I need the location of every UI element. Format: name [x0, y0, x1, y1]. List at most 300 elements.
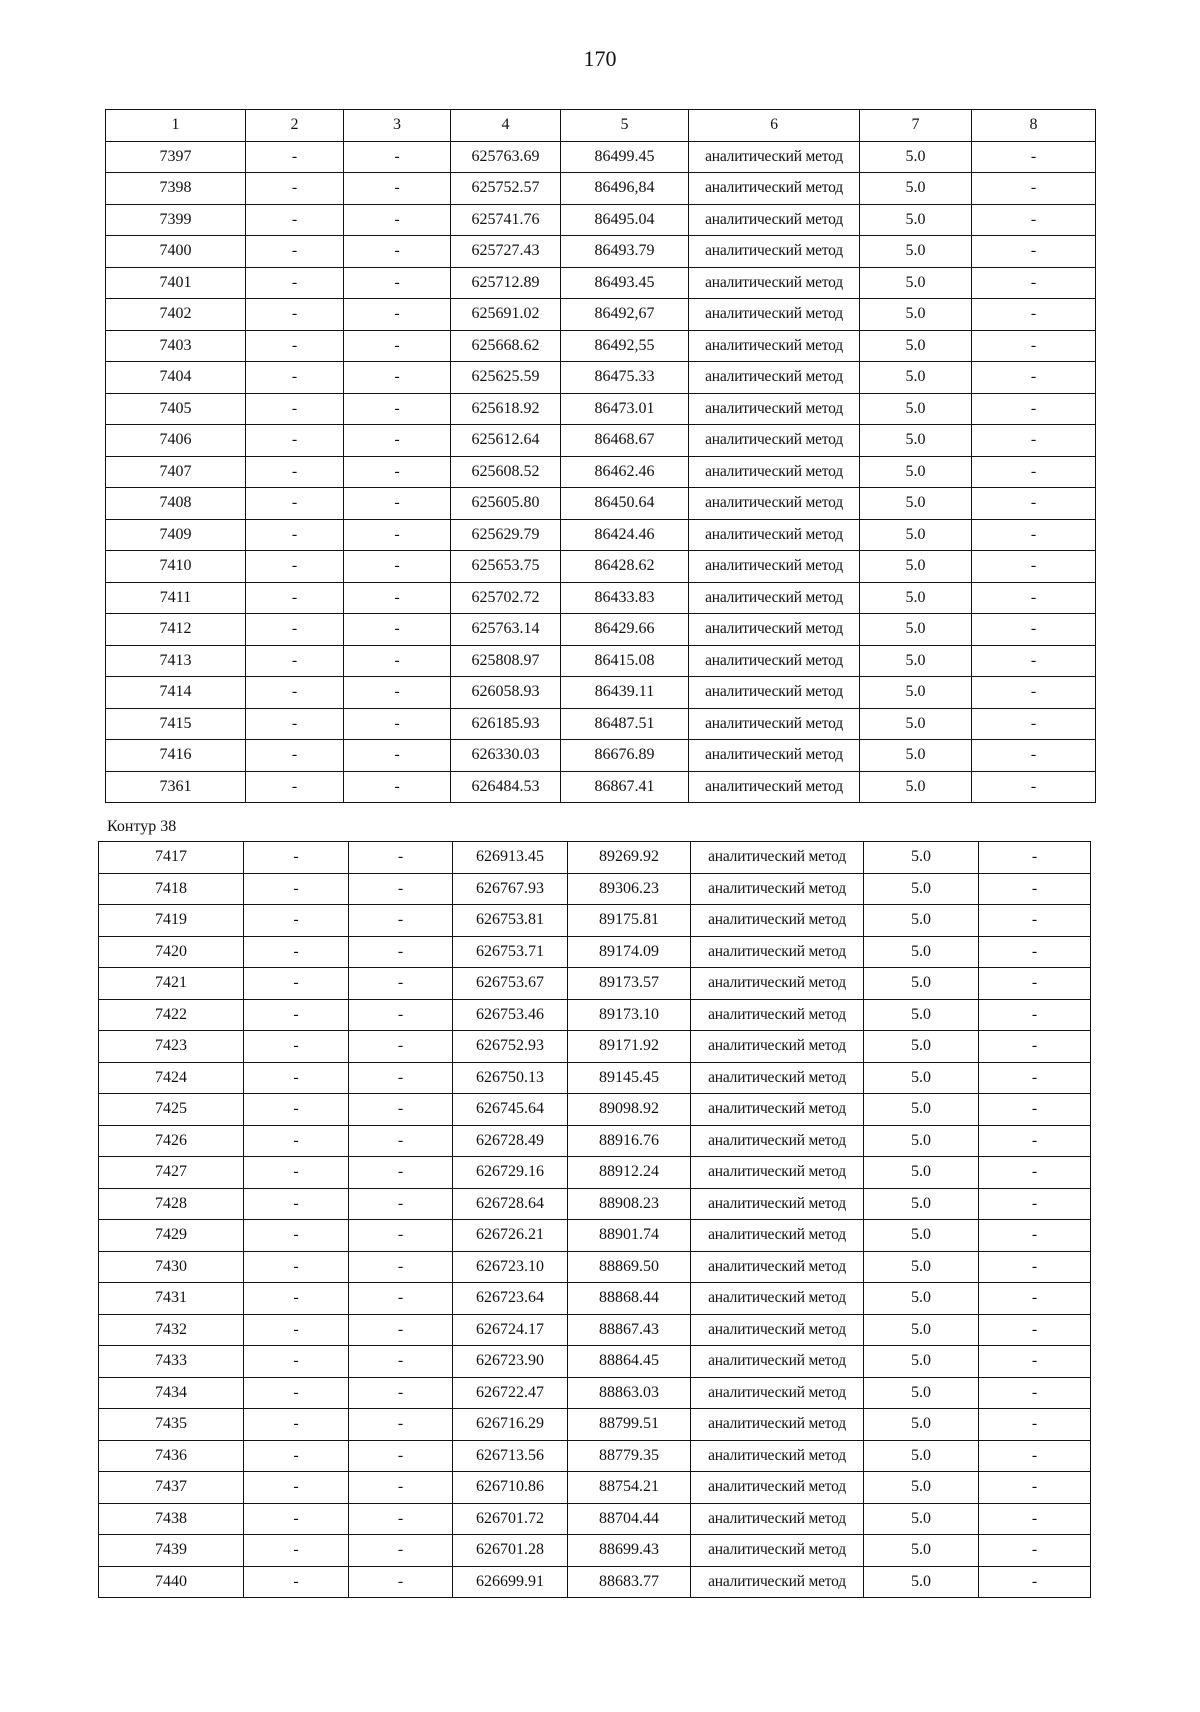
table-cell: 5.0	[860, 330, 972, 362]
table-cell: аналитический метод	[689, 677, 860, 709]
table-cell: 5.0	[864, 1377, 979, 1409]
table-cell: 5.0	[864, 873, 979, 905]
table-cell: 7406	[106, 425, 246, 457]
table-cell: 86475.33	[561, 362, 689, 394]
table-cell: 626753.67	[453, 968, 568, 1000]
table-cell: -	[349, 1503, 453, 1535]
table-row	[99, 1314, 1091, 1346]
table-row	[106, 330, 1096, 362]
table-cell: 5.0	[864, 1157, 979, 1189]
table-cell: -	[344, 456, 451, 488]
table-cell: -	[246, 362, 344, 394]
table-row	[106, 267, 1096, 299]
coordinates-table-bottom	[98, 841, 1091, 1598]
table-row	[99, 1377, 1091, 1409]
table-cell: -	[349, 1377, 453, 1409]
table-cell: -	[979, 936, 1091, 968]
table-cell: -	[349, 1314, 453, 1346]
table-cell: -	[979, 1503, 1091, 1535]
table-cell: 626750.13	[453, 1062, 568, 1094]
table-cell: -	[344, 488, 451, 520]
table-cell: 88869.50	[568, 1251, 691, 1283]
table-cell: -	[979, 1314, 1091, 1346]
table-cell: 626726.21	[453, 1220, 568, 1252]
table-cell: 7415	[106, 708, 246, 740]
table-cell: 5.0	[860, 582, 972, 614]
table-cell: -	[246, 614, 344, 646]
table-cell: -	[246, 236, 344, 268]
table-cell: -	[972, 141, 1096, 173]
table-cell: 5.0	[864, 999, 979, 1031]
table-cell: 86487.51	[561, 708, 689, 740]
table-cell: 7407	[106, 456, 246, 488]
table-cell: 625653.75	[451, 551, 561, 583]
table-cell: 7428	[99, 1188, 244, 1220]
table-cell: 86468.67	[561, 425, 689, 457]
table-cell: 88863.03	[568, 1377, 691, 1409]
table-cell: аналитический метод	[689, 425, 860, 457]
table-cell: аналитический метод	[689, 614, 860, 646]
table-cell: 7411	[106, 582, 246, 614]
table-cell: 88916.76	[568, 1125, 691, 1157]
table-cell: -	[244, 1062, 349, 1094]
table-row	[99, 1535, 1091, 1567]
table-cell: аналитический метод	[689, 519, 860, 551]
table-row	[99, 1062, 1091, 1094]
table-cell: 89306.23	[568, 873, 691, 905]
table-cell: 625608.52	[451, 456, 561, 488]
table-cell: 5.0	[864, 1220, 979, 1252]
table-cell: 7433	[99, 1346, 244, 1378]
table-cell: 7361	[106, 771, 246, 803]
table-cell: 86415.08	[561, 645, 689, 677]
table-cell: 4	[451, 110, 561, 142]
table-cell: 89174.09	[568, 936, 691, 968]
table-row	[99, 1031, 1091, 1063]
table-cell: -	[244, 1472, 349, 1504]
table-cell: 626753.81	[453, 905, 568, 937]
table-cell: 626701.72	[453, 1503, 568, 1535]
table-cell: -	[972, 551, 1096, 583]
table-row	[99, 936, 1091, 968]
table-cell: -	[972, 488, 1096, 520]
table-cell: 5.0	[860, 299, 972, 331]
table-cell: 5.0	[864, 1503, 979, 1535]
table-cell: -	[979, 1440, 1091, 1472]
table-cell: -	[244, 1031, 349, 1063]
table-cell: -	[344, 551, 451, 583]
table-cell: 5.0	[860, 614, 972, 646]
table-cell: 5.0	[864, 1472, 979, 1504]
table-cell: 88868.44	[568, 1283, 691, 1315]
table-row	[99, 1188, 1091, 1220]
table-cell: -	[244, 1251, 349, 1283]
table-cell: -	[349, 1157, 453, 1189]
table-cell: -	[244, 842, 349, 874]
table-cell: -	[979, 1031, 1091, 1063]
table-cell: 626699.91	[453, 1566, 568, 1598]
table-cell: аналитический метод	[691, 1377, 864, 1409]
table-cell: -	[246, 551, 344, 583]
table-row	[99, 968, 1091, 1000]
table-cell: 625691.02	[451, 299, 561, 331]
table-cell: 89175.81	[568, 905, 691, 937]
table-cell: аналитический метод	[691, 1031, 864, 1063]
table-cell: 5.0	[860, 488, 972, 520]
table-row	[99, 842, 1091, 874]
table-cell: 7398	[106, 173, 246, 205]
table-cell: -	[979, 1283, 1091, 1315]
table-cell: 88867.43	[568, 1314, 691, 1346]
table-cell: аналитический метод	[691, 1125, 864, 1157]
table-cell: аналитический метод	[689, 740, 860, 772]
table-cell: -	[246, 771, 344, 803]
table-cell: 86867.41	[561, 771, 689, 803]
table-cell: 5.0	[864, 1031, 979, 1063]
table-cell: 7437	[99, 1472, 244, 1504]
table-cell: 626723.90	[453, 1346, 568, 1378]
table-cell: 626728.49	[453, 1125, 568, 1157]
table-cell: -	[349, 905, 453, 937]
table-cell: -	[244, 1535, 349, 1567]
table-cell: аналитический метод	[691, 1440, 864, 1472]
table-cell: 5.0	[864, 968, 979, 1000]
table-cell: -	[349, 1251, 453, 1283]
table-row	[106, 519, 1096, 551]
table-cell: -	[979, 1377, 1091, 1409]
table-row	[106, 393, 1096, 425]
table-cell: 5.0	[860, 677, 972, 709]
table-cell: -	[244, 1314, 349, 1346]
table-cell: -	[979, 1220, 1091, 1252]
table-cell: -	[972, 456, 1096, 488]
table-cell: 86473.01	[561, 393, 689, 425]
table-cell: -	[972, 330, 1096, 362]
table-cell: -	[972, 771, 1096, 803]
table-cell: 7399	[106, 204, 246, 236]
table-cell: -	[349, 1031, 453, 1063]
table-cell: -	[972, 393, 1096, 425]
table-cell: -	[344, 677, 451, 709]
table-cell: -	[246, 708, 344, 740]
table-cell: -	[349, 1125, 453, 1157]
table-cell: аналитический метод	[691, 1535, 864, 1567]
table-cell: 7410	[106, 551, 246, 583]
table-cell: -	[349, 842, 453, 874]
table-cell: 626185.93	[451, 708, 561, 740]
table-cell: -	[344, 425, 451, 457]
table-row	[99, 1503, 1091, 1535]
table-cell: -	[349, 936, 453, 968]
table-cell: 1	[106, 110, 246, 142]
table-row	[99, 905, 1091, 937]
table-cell: аналитический метод	[689, 267, 860, 299]
table-cell: 7420	[99, 936, 244, 968]
table-cell: -	[979, 1566, 1091, 1598]
table-cell: -	[246, 740, 344, 772]
table-cell: 7434	[99, 1377, 244, 1409]
table-header-row	[106, 110, 1096, 142]
table-cell: аналитический метод	[691, 1503, 864, 1535]
table-cell: аналитический метод	[691, 1094, 864, 1126]
table-cell: 626722.47	[453, 1377, 568, 1409]
table-cell: 626724.17	[453, 1314, 568, 1346]
table-cell: -	[244, 1188, 349, 1220]
table-cell: 7422	[99, 999, 244, 1031]
table-cell: 5.0	[864, 936, 979, 968]
table-cell: -	[979, 1157, 1091, 1189]
table-cell: аналитический метод	[689, 141, 860, 173]
table-cell: 89173.57	[568, 968, 691, 1000]
table-cell: аналитический метод	[691, 1220, 864, 1252]
table-cell: -	[972, 614, 1096, 646]
table-cell: -	[344, 582, 451, 614]
table-cell: 88908.23	[568, 1188, 691, 1220]
table-cell: 88799.51	[568, 1409, 691, 1441]
table-cell: 7438	[99, 1503, 244, 1535]
table-cell: -	[972, 299, 1096, 331]
table-row	[106, 677, 1096, 709]
table-cell: -	[349, 1440, 453, 1472]
table-cell: -	[349, 968, 453, 1000]
table-cell: -	[344, 740, 451, 772]
table-cell: 626713.56	[453, 1440, 568, 1472]
table-cell: -	[349, 873, 453, 905]
table-row	[99, 1220, 1091, 1252]
table-cell: аналитический метод	[689, 204, 860, 236]
table-cell: 7400	[106, 236, 246, 268]
table-cell: -	[979, 1188, 1091, 1220]
table-cell: 625702.72	[451, 582, 561, 614]
table-cell: 7412	[106, 614, 246, 646]
table-cell: -	[979, 905, 1091, 937]
table-row	[106, 614, 1096, 646]
table-cell: 86493.79	[561, 236, 689, 268]
table-cell: -	[244, 1377, 349, 1409]
table-cell: 2	[246, 110, 344, 142]
table-cell: 5.0	[864, 1125, 979, 1157]
table-cell: 7	[860, 110, 972, 142]
table-cell: 88864.45	[568, 1346, 691, 1378]
table-cell: 7417	[99, 842, 244, 874]
table-cell: -	[246, 141, 344, 173]
table-row	[99, 1157, 1091, 1189]
table-cell: 7401	[106, 267, 246, 299]
table-cell: 7421	[99, 968, 244, 1000]
table-cell: 8	[972, 110, 1096, 142]
table-cell: аналитический метод	[689, 330, 860, 362]
table-cell: 7419	[99, 905, 244, 937]
table-cell: -	[244, 1220, 349, 1252]
table-cell: 625763.14	[451, 614, 561, 646]
table-cell: 89171.92	[568, 1031, 691, 1063]
table-cell: -	[972, 204, 1096, 236]
table-cell: -	[972, 425, 1096, 457]
table-cell: -	[244, 999, 349, 1031]
table-cell: 5.0	[860, 362, 972, 394]
table-cell: -	[246, 425, 344, 457]
table-cell: -	[344, 173, 451, 205]
table-cell: 5.0	[864, 1409, 979, 1441]
table-cell: 5.0	[860, 204, 972, 236]
table-cell: -	[344, 614, 451, 646]
table-cell: 7439	[99, 1535, 244, 1567]
table-cell: -	[349, 1566, 453, 1598]
table-cell: -	[979, 1346, 1091, 1378]
table-row	[99, 1440, 1091, 1472]
table-cell: 5.0	[864, 1566, 979, 1598]
table-cell: 86492,55	[561, 330, 689, 362]
table-cell: 626753.46	[453, 999, 568, 1031]
table-cell: 86462.46	[561, 456, 689, 488]
table-cell: -	[244, 1125, 349, 1157]
table-row	[99, 1125, 1091, 1157]
table-cell: 7403	[106, 330, 246, 362]
table-cell: аналитический метод	[691, 1062, 864, 1094]
table-cell: 5.0	[864, 1283, 979, 1315]
table-row	[106, 362, 1096, 394]
table-cell: 5.0	[864, 1535, 979, 1567]
table-row	[106, 425, 1096, 457]
table-cell: -	[972, 173, 1096, 205]
table-cell: -	[246, 393, 344, 425]
table-cell: 626716.29	[453, 1409, 568, 1441]
table-cell: 86496,84	[561, 173, 689, 205]
table-cell: 86676.89	[561, 740, 689, 772]
table-cell: аналитический метод	[689, 236, 860, 268]
table-cell: -	[349, 1094, 453, 1126]
table-cell: 5.0	[860, 519, 972, 551]
table-row	[99, 1409, 1091, 1441]
table-cell: 5.0	[860, 771, 972, 803]
table-cell: 7423	[99, 1031, 244, 1063]
table-cell: 86424.46	[561, 519, 689, 551]
table-cell: 625727.43	[451, 236, 561, 268]
table-cell: 5.0	[864, 1251, 979, 1283]
table-cell: 5.0	[860, 236, 972, 268]
table-cell: -	[246, 582, 344, 614]
table-cell: 7405	[106, 393, 246, 425]
table-cell: 86428.62	[561, 551, 689, 583]
table-cell: -	[244, 905, 349, 937]
table-cell: -	[972, 740, 1096, 772]
table-row	[99, 999, 1091, 1031]
table-cell: 7432	[99, 1314, 244, 1346]
table-cell: 86499.45	[561, 141, 689, 173]
table-cell: -	[244, 1094, 349, 1126]
table-cell: 7426	[99, 1125, 244, 1157]
table-cell: -	[244, 1283, 349, 1315]
table-cell: 7430	[99, 1251, 244, 1283]
table-cell: -	[972, 362, 1096, 394]
section-label: Контур 38	[107, 818, 177, 835]
table-cell: аналитический метод	[691, 1314, 864, 1346]
table-cell: -	[246, 330, 344, 362]
table-cell: 626729.16	[453, 1157, 568, 1189]
table-cell: 7435	[99, 1409, 244, 1441]
table-cell: -	[344, 204, 451, 236]
table-cell: -	[979, 1094, 1091, 1126]
table-cell: 626767.93	[453, 873, 568, 905]
table-row	[106, 456, 1096, 488]
coordinates-table-top	[105, 109, 1096, 803]
table-cell: 7425	[99, 1094, 244, 1126]
table-row	[106, 708, 1096, 740]
table-cell: 5.0	[864, 1440, 979, 1472]
table-cell: 625741.76	[451, 204, 561, 236]
table-cell: -	[344, 362, 451, 394]
table-cell: -	[344, 771, 451, 803]
table-cell: аналитический метод	[689, 362, 860, 394]
table-cell: 7409	[106, 519, 246, 551]
table-cell: 86493.45	[561, 267, 689, 299]
table-cell: -	[344, 393, 451, 425]
table-cell: 626728.64	[453, 1188, 568, 1220]
table-cell: -	[979, 1535, 1091, 1567]
table-cell: 626753.71	[453, 936, 568, 968]
table-cell: -	[344, 330, 451, 362]
table-cell: 5.0	[860, 551, 972, 583]
table-cell: -	[344, 645, 451, 677]
table-row	[106, 299, 1096, 331]
table-cell: 86433.83	[561, 582, 689, 614]
table-cell: 6	[689, 110, 860, 142]
table-cell: -	[979, 1125, 1091, 1157]
table-row	[106, 488, 1096, 520]
table-cell: 7436	[99, 1440, 244, 1472]
table-cell: 89145.45	[568, 1062, 691, 1094]
table-cell: -	[349, 1188, 453, 1220]
table-cell: 7431	[99, 1283, 244, 1315]
table-cell: -	[344, 299, 451, 331]
table-cell: 626484.53	[451, 771, 561, 803]
table-cell: 626723.10	[453, 1251, 568, 1283]
table-cell: 5.0	[860, 267, 972, 299]
table-cell: 626710.86	[453, 1472, 568, 1504]
table-cell: -	[244, 1503, 349, 1535]
table-cell: 626752.93	[453, 1031, 568, 1063]
table-cell: 5.0	[864, 1188, 979, 1220]
table-cell: 3	[344, 110, 451, 142]
table-cell: аналитический метод	[691, 968, 864, 1000]
table-cell: -	[349, 1062, 453, 1094]
table-cell: аналитический метод	[691, 905, 864, 937]
table-cell: 89173.10	[568, 999, 691, 1031]
table-cell: 88754.21	[568, 1472, 691, 1504]
table-row	[99, 1566, 1091, 1598]
table-cell: -	[972, 519, 1096, 551]
table-row	[106, 141, 1096, 173]
table-cell: -	[344, 236, 451, 268]
table-cell: 5.0	[860, 173, 972, 205]
table-row	[99, 1251, 1091, 1283]
table-cell: аналитический метод	[689, 708, 860, 740]
table-row	[106, 645, 1096, 677]
table-cell: -	[246, 677, 344, 709]
table-cell: 5.0	[864, 842, 979, 874]
table-cell: аналитический метод	[691, 873, 864, 905]
table-cell: 5.0	[860, 645, 972, 677]
table-cell: 88912.24	[568, 1157, 691, 1189]
table-cell: 625629.79	[451, 519, 561, 551]
table-cell: 7414	[106, 677, 246, 709]
table-cell: -	[349, 1535, 453, 1567]
table-cell: -	[979, 968, 1091, 1000]
table-cell: 7427	[99, 1157, 244, 1189]
table-cell: аналитический метод	[689, 645, 860, 677]
table-cell: 626723.64	[453, 1283, 568, 1315]
table-cell: 626701.28	[453, 1535, 568, 1567]
